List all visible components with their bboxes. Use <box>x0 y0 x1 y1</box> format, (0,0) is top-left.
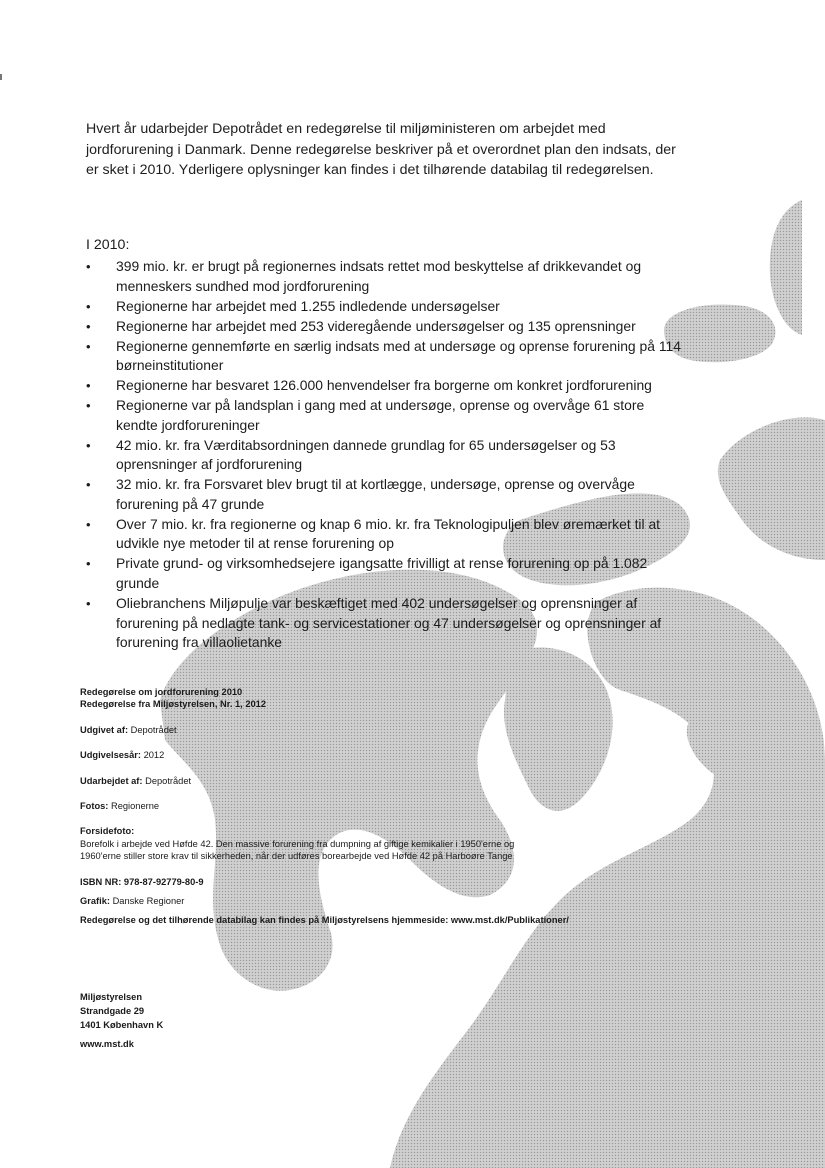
contact-address <box>80 990 163 1051</box>
databilag-line <box>80 914 640 926</box>
highlights-list <box>86 257 686 653</box>
list-item: • Regionerne gennemførte en særlig indsats med at undersøge og oprense forurening på 114 børneinstitutioner <box>86 337 686 376</box>
cover-photo-label <box>80 825 640 837</box>
photos-value: Regionerne <box>111 801 160 812</box>
publication-year-value: 2012 <box>143 750 165 761</box>
publication-year-label: Udgivelsesår: <box>80 750 141 761</box>
list-item: • Regionerne har arbejdet med 253 videregående undersøgelser og 135 oprensninger <box>86 317 686 337</box>
databilag-text: Redegørelse og det tilhørende databilag kan findes på Miljøstyrelsens hjemmeside: www.mst.dk/Publikationer/ <box>80 915 569 926</box>
report-title: Redegørelse om jordforurening 2010 <box>80 687 243 697</box>
list-item: • 42 mio. kr. fra Værditabsordningen dannede grundlag for 65 undersøgelser og 53 oprensninger af jordforurening <box>86 436 686 475</box>
publisher-line <box>80 724 640 736</box>
graphics-line <box>80 895 640 907</box>
isbn-text: ISBN NR: 978-87-92779-80-9 <box>80 876 204 887</box>
isbn <box>80 876 640 888</box>
website-link[interactable]: www.mst.dk <box>80 1039 134 1049</box>
prepared-by-label: Udarbejdet af: <box>80 775 143 786</box>
cover-photo-caption-1: Borefolk i arbejde ved Høfde 42. Den massive forurening fra dumpning af giftige kemikalier i 1950'erne og <box>80 838 515 849</box>
city-address: 1401 København K <box>80 1020 164 1030</box>
prepared-by-value: Depotrådet <box>145 775 192 786</box>
list-item: • 32 mio. kr. fra Forsvaret blev brugt til at kortlægge, undersøge, oprense og overvåge forurening på 47 grunde <box>86 475 686 514</box>
photos-line <box>80 800 640 812</box>
list-item: • Regionerne har besvaret 126.000 henvendelser fra borgerne om konkret jordforurening <box>86 376 686 396</box>
org-name: Miljøstyrelsen <box>80 992 143 1002</box>
cover-photo-caption-2: 1960'erne stiller store krav til sikkerheden, når der udføres borearbejde ved Høfde 42 på Harboøre Tange <box>80 851 513 862</box>
street-address: Strandgade 29 <box>80 1006 145 1016</box>
list-item: • Regionerne var på landsplan i gang med at undersøge, oprense og overvåge 61 store kendte jordforureninger <box>86 396 686 435</box>
publisher-value: Depotrådet <box>130 724 177 735</box>
cover-photo-label-text: Forsidefoto: <box>80 826 135 837</box>
list-item: • Private grund- og virksomhedsejere igangsatte frivilligt at rense forurening op på 1.082 grunde <box>86 554 686 593</box>
year-label: I 2010: <box>86 237 130 253</box>
graphics-value: Danske Regioner <box>112 896 185 907</box>
graphics-label: Grafik: <box>80 896 110 907</box>
publication-year-line <box>80 749 640 761</box>
list-item: • Oliebranchens Miljøpulje var beskæftiget med 402 undersøgelser og oprensninger af forurening på nedlagte tank- og servicestationer og 47 undersøgelser og oprensninger af forurening fra villaolietanke <box>86 594 686 653</box>
intro-paragraph: Hvert år udarbejder Depotrådet en redegørelse til miljøministeren om arbejdet med jordforurening i Danmark. Denne redegørelse beskriver på et overordnet plan den indsats, der er sket i 2010. Yderligere oplysninger kan findes i det tilhørende databilag til redegørelsen. <box>86 121 676 178</box>
report-series: Redegørelse fra Miljøstyrelsen, Nr. 1, 2012 <box>80 699 267 710</box>
list-item: • Regionerne har arbejdet med 1.255 indledende undersøgelser <box>86 297 686 317</box>
list-item: • Over 7 mio. kr. fra regionerne og knap 6 mio. kr. fra Teknologipuljen blev øremærket til at udvikle nye metoder til at rense forurening op <box>86 515 686 554</box>
colophon <box>80 686 640 927</box>
scan-edge-mark <box>0 74 2 80</box>
list-item: • 399 mio. kr. er brugt på regionernes indsats rettet mod beskyttelse af drikkevandet og menneskers sundhed mod jordforurening <box>86 257 686 296</box>
publisher-label: Udgivet af: <box>80 724 129 735</box>
prepared-by-line <box>80 775 640 787</box>
photos-label: Fotos: <box>80 801 109 812</box>
